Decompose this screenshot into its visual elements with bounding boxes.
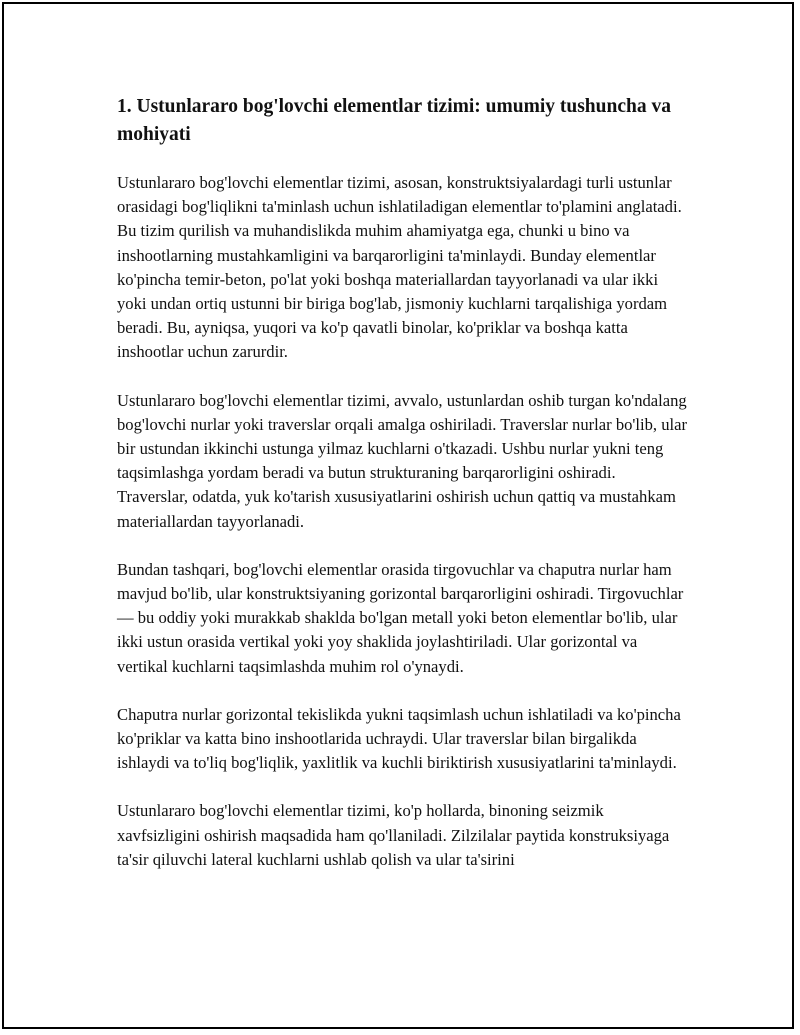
- paragraph-4: Chaputra nurlar gorizontal tekislikda yukni taqsimlash uchun ishlatiladi va ko'pincha ko'priklar va katta bino inshootlarida uchraydi. Ular traverslar bilan birgalikda ishlaydi va to'liq bog'liqlik, yaxlitlik va kuchli biriktirish xususiyatlarini ta'minlaydi.: [117, 704, 681, 773]
- paragraph-5: Ustunlararo bog'lovchi elementlar tizimi, ko'p hollarda, binoning seizmik xavfsizligini oshirish maqsadida ham qo'llaniladi. Zilzilalar paytida konstruksiyaga ta'sir qiluvchi lateral kuchlarni ushlab qolish va ular ta'sirini: [117, 801, 670, 869]
- paragraph-2: Ustunlararo bog'lovchi elementlar tizimi, avvalo, ustunlardan oshib turgan ko'ndalang bog'lovchi nurlar yoki traverslar orqali amalga oshiriladi. Traverslar nurlar bo'lib, ular bir ustundan ikkinchi ustunga yilmaz kuchlarni o'tkazadi. Ushbu nurlar yukni teng taqsimlashga yordam beradi va butun strukturaning barqarorligini oshiradi. Traverslar, odatda, yuk ko'tarish xususiyatlarini oshirish uchun qattiq va mustahkam materiallardan tayyorlanadi.: [117, 390, 688, 531]
- paragraph-1: Ustunlararo bog'lovchi elementlar tizimi, asosan, konstruktsiyalardagi turli ustunlar orasidagi bog'liqlikni ta'minlash uchun ishlatiladigan elementlar to'plamini anglatadi. Bu tizim qurilish va muhandislikda muhim ahamiyatga ega, chunki u bino va inshootlarning mustahkamligini va barqarorligini ta'minlaydi. Bunday elementlar ko'pincha temir-beton, po'lat yoki boshqa materiallardan tayyorlanadi va ular ikki yoki undan ortiq ustunni bir biriga bog'lab, jismoniy kuchlarni tarqalishiga yordam beradi. Bu, ayniqsa, yuqori va ko'p qavatli binolar, ko'priklar va boshqa katta inshootlar uchun zarurdir.: [117, 173, 682, 362]
- document-body: [117, 93, 687, 896]
- paragraph-3: Bundan tashqari, bog'lovchi elementlar orasida tirgovuchlar va chaputra nurlar ham mavjud bo'lib, ular konstruktsiyaning gorizontal barqarorligini oshiradi. Tirgovuchlar — bu oddiy yoki murakkab shaklda bo'lgan metall yoki beton elementlar bo'lib, ular ikki ustun orasida vertikal yoki yoy shaklida joylashtiriladi. Ular gorizontal va vertikal kuchlarni taqsimlashda muhim rol o'ynaydi.: [117, 559, 684, 676]
- section-heading: 1. Ustunlararo bog'lovchi elementlar tizimi: umumiy tushuncha va mohiyati: [117, 96, 671, 145]
